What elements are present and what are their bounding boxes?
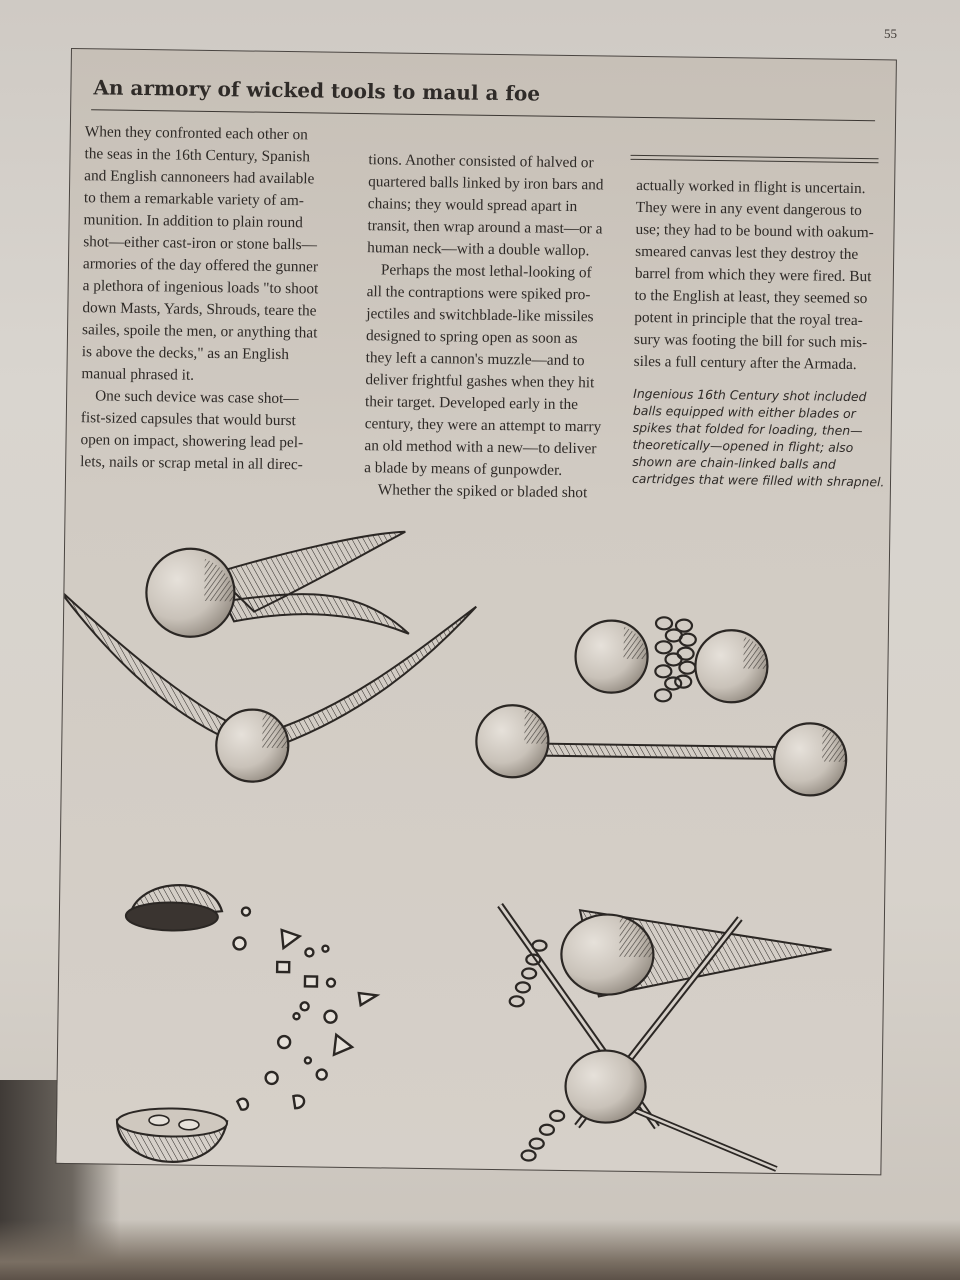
body-line: century, they were an attempt to marry <box>364 415 602 436</box>
body-line: They were in any event dangerous to <box>635 198 862 220</box>
body-line: siles a full century after the Armada. <box>633 352 857 373</box>
illustration-caption <box>631 385 885 490</box>
article-panel <box>55 48 897 1175</box>
case-shot <box>116 884 378 1164</box>
caption-line: spikes that folded for loading, then— <box>632 419 863 439</box>
bladed-shot-lower <box>56 589 476 785</box>
body-line: barrel from which they were fired. But <box>634 264 872 286</box>
body-line: shot—either cast-iron or stone balls— <box>83 233 318 254</box>
body-line: an old method with a new—to deliver <box>364 437 597 458</box>
body-line: When they confronted each other on <box>84 123 308 144</box>
body-line: smeared canvas lest they destroy the <box>635 242 859 264</box>
body-line: transit, then wrap around a mast—or a <box>367 217 603 238</box>
caption-line: Ingenious 16th Century shot included <box>633 385 867 405</box>
body-line: One such device was case shot— <box>95 387 299 408</box>
body-line: human neck—with a double wallop. <box>367 239 590 260</box>
chain-shot-pair <box>575 616 768 703</box>
text-column-1 <box>80 121 357 477</box>
body-line: quartered balls linked by iron bars and <box>368 173 604 194</box>
shot-illustration <box>56 479 889 1174</box>
page-bottom-edge <box>0 1220 960 1280</box>
body-line: to the English at least, they seemed so <box>634 286 868 308</box>
body-line: to them a remarkable variety of am- <box>83 189 305 210</box>
body-line: deliver frightful gashes when they hit <box>365 371 595 392</box>
caption-line: cartridges that were filled with shrapnel. <box>631 470 885 490</box>
body-line: use; they had to be bound with oakum- <box>635 220 874 242</box>
body-line: down Masts, Yards, Shrouds, teare the <box>82 299 317 320</box>
body-line: manual phrased it. <box>81 365 195 384</box>
body-line: Perhaps the most lethal-looking of <box>380 261 592 282</box>
body-line: jectiles and switchblade-like missiles <box>366 305 594 326</box>
caption-line: theoretically—opened in flight; also <box>632 436 854 455</box>
body-line: munition. In addition to plain round <box>83 211 303 232</box>
body-line: a plethora of ingenious loads "to shoot <box>82 277 319 298</box>
body-line: and English cannoneers had available <box>84 167 315 188</box>
title-rule <box>91 109 875 121</box>
body-line: actually worked in flight is uncertain. <box>636 176 866 198</box>
body-line: tions. Another consisted of halved or <box>368 151 594 172</box>
page-number: 55 <box>884 26 897 41</box>
body-line: chains; they would spread apart in <box>367 195 578 216</box>
body-line: potent in principle that the royal trea- <box>634 308 863 330</box>
body-line: sury was footing the bill for such mis- <box>633 330 868 352</box>
body-line: is above the decks," as an English <box>81 343 290 364</box>
body-line: fist-sized capsules that would burst <box>80 409 296 430</box>
caption-line: shown are chain-linked balls and <box>632 453 836 472</box>
body-line: designed to spring open as soon as <box>365 327 578 348</box>
body-line: open on impact, showering lead pel- <box>80 431 304 452</box>
body-line: lets, nails or scrap metal in all direc- <box>80 453 303 474</box>
body-line: all the contraptions were spiked pro- <box>366 283 591 304</box>
body-line: Whether the spiked or bladed shot <box>377 481 588 502</box>
chain-shot-extended <box>476 705 847 796</box>
body-line: sailes, spoile the men, or anything that <box>81 321 318 342</box>
body-line: a blade by means of gunpowder. <box>364 459 563 479</box>
spiked-shot <box>496 905 832 1170</box>
text-column-3 <box>634 175 883 376</box>
article-title: An armory of wicked tools to maul a foe <box>93 75 541 106</box>
bladed-shot-upper <box>146 528 410 640</box>
body-line: armories of the day offered the gunner <box>82 255 319 276</box>
text-column-2 <box>364 149 627 505</box>
body-line: their target. Developed early in the <box>364 393 579 414</box>
column-rule-bottom <box>630 159 878 163</box>
body-line: they left a cannon's muzzle—and to <box>365 349 585 370</box>
body-line: the seas in the 16th Century, Spanish <box>84 145 311 166</box>
caption-line: balls equipped with either blades or <box>632 402 856 421</box>
